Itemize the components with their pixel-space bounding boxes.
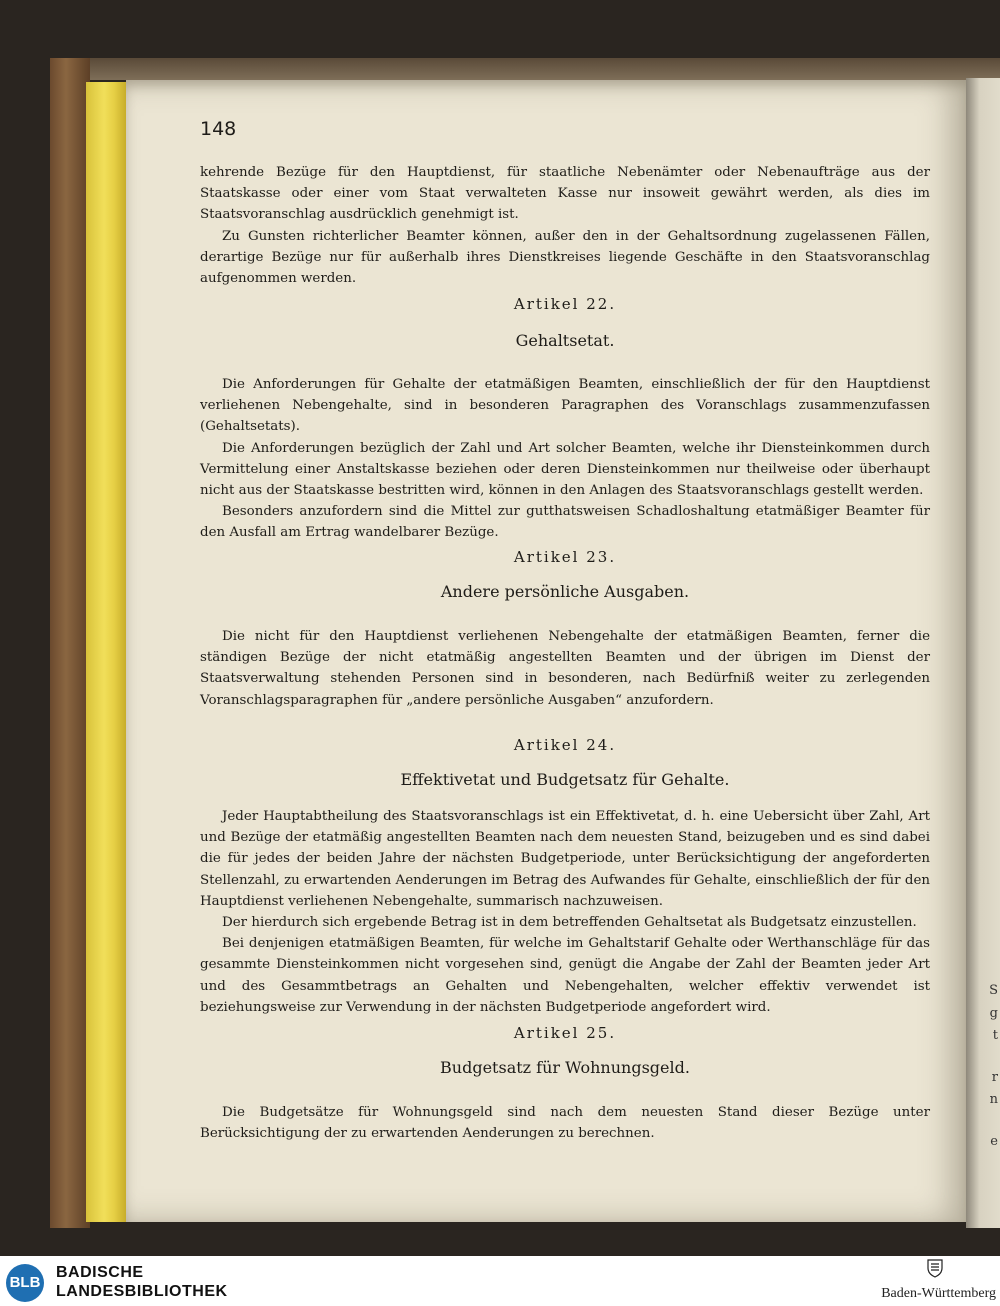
paragraph: Die Anforderungen für Gehalte der etatmäßigen Beamten, einschließlich der für den Hauptdienst verliehenen Nebengehalte, sind in besonderen Paragraphen des Voranschlags zusammenzufassen (Gehaltsetats). — [200, 377, 930, 435]
article-heading: Artikel 23. — [513, 548, 617, 566]
next-page-fragment: e — [990, 1134, 998, 1149]
footer-bar — [0, 1256, 1000, 1306]
paragraph: kehrende Bezüge für den Hauptdienst, für staatliche Nebenämter oder Nebenaufträge aus der Staatskasse oder einer vom Staat verwalteten Kasse nur insoweit gewährt werden, als dies im Staatsvoranschlag ausdrücklich genehmigt ist. — [200, 165, 930, 223]
paragraph: Besonders anzufordern sind die Mittel zur gutthatsweisen Schadloshaltung etatmäßiger Beamter für den Ausfall am Ertrag wandelbarer Bezüge. — [200, 504, 930, 541]
article-heading: Artikel 22. — [513, 295, 617, 313]
paragraph: Zu Gunsten richterlicher Beamter können, außer den in der Gehaltsordnung zugelassenen Fällen, derartige Bezüge nur für außerhalb ihres Dienstkreises liegende Geschäfte in den Staatsvoranschlag aufgenommen werden. — [200, 228, 930, 287]
article-title: Gehaltsetat. — [515, 331, 615, 350]
book-cover-top — [55, 58, 1000, 80]
paragraph: Bei denjenigen etatmäßigen Beamten, für welche im Gehaltstarif Gehalte oder Werthanschläge für das gesammte Diensteinkommen nicht vorgesehen sind, genügt die Angabe der Zahl der Beamten jeder Art und des Gesammtbetrags an Gehalten und Nebengehalten, welcher effektiv verwendet ist beziehungsweise zur Verwendung in der nächsten Budgetperiode angefordert wird. — [200, 936, 930, 1015]
paragraph: Die Anforderungen bezüglich der Zahl und Art solcher Beamten, welche ihr Diensteinkommen durch Vermittelung einer Anstaltskasse beziehen oder deren Diensteinkommen nur theilweise oder überhaupt nicht aus der Staatskasse bestritten wird, können in den Anlagen des Staatsvoranschlags gestellt werden. — [200, 440, 930, 499]
blb-logo[interactable]: BLB — [6, 1264, 44, 1302]
yellow-page-edge — [86, 82, 126, 1222]
library-name-line1: BADISCHE — [56, 1264, 144, 1281]
next-page-fragment: g — [989, 1006, 998, 1021]
state-name[interactable]: Baden-Württemberg — [881, 1286, 996, 1301]
library-name[interactable] — [56, 1263, 228, 1301]
paragraph: Die nicht für den Hauptdienst verliehenen Nebengehalte der etatmäßigen Beamten, ferner die ständigen Bezüge der nicht etatmäßig angestellten Beamten und der übrigen im Dienst der Staatsverwaltung stehenden Personen sind in besonderen, nach Bedürfniß weiter zu zerlegenden Voranschlagsparagraphen für „andere persönliche Ausgaben“ anzufordern. — [200, 629, 930, 708]
next-page-fragment: S — [989, 983, 998, 998]
paragraph: Jeder Hauptabtheilung des Staatsvoranschlags ist ein Effektivetat, d. h. eine Uebersicht über Zahl, Art und Bezüge der etatmäßig angestellten Beamten nach dem neuesten Stand, beizugeben und es sind dabei die für jedes der beiden Jahre der nächsten Budgetperiode, unter Berücksichtigung der angeforderten Stellenzahl, zu erwartenden Aenderungen im Betrag des Aufwandes für Gehalte, einschließlich der für den Hauptdienst verliehenen Nebengehalte, summarisch nachzuweisen. — [200, 809, 930, 909]
paragraph: Die Budgetsätze für Wohnungsgeld sind nach dem neuesten Stand dieser Bezüge unter Berücksichtigung der zu erwartenden Aenderungen zu berechnen. — [200, 1105, 930, 1142]
page-number: 148 — [200, 118, 237, 140]
article-heading: Artikel 24. — [513, 736, 617, 754]
article-title: Budgetsatz für Wohnungsgeld. — [440, 1058, 690, 1077]
next-page-edge — [966, 78, 1000, 1228]
baden-wuerttemberg-crest-icon — [925, 1258, 945, 1278]
book-cover-spine — [50, 58, 90, 1228]
next-page-fragment: n — [989, 1092, 998, 1107]
article-heading: Artikel 25. — [513, 1024, 617, 1042]
paragraph: Der hierdurch sich ergebende Betrag ist in dem betreffenden Gehaltsetat als Budgetsatz einzustellen. — [222, 915, 917, 931]
article-title: Effektivetat und Budgetsatz für Gehalte. — [400, 770, 730, 789]
next-page-fragment: r — [991, 1070, 998, 1085]
article-title: Andere persönliche Ausgaben. — [440, 582, 690, 601]
next-page-fragment: t — [992, 1028, 998, 1043]
library-name-line2: LANDESBIBLIOTHEK — [56, 1283, 228, 1300]
